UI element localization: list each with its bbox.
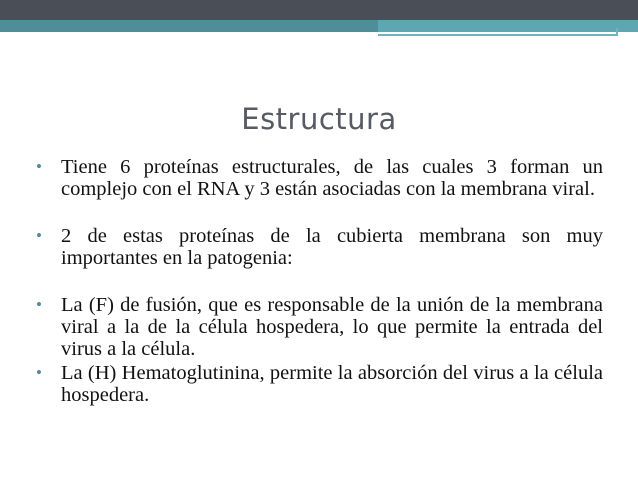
slide-title: Estructura (241, 102, 397, 136)
bullet-text: La (H) Hematoglutinina, permite la absorción del virus a la célula hospedera. (61, 362, 603, 406)
bullet-item (36, 225, 603, 269)
top-dark-band (0, 0, 638, 20)
bullet-list (36, 156, 603, 406)
bullet-dot-icon: • (36, 295, 42, 314)
bullet-text: 2 de estas proteínas de la cubierta membrana son muy importantes en la patogenia: (61, 225, 603, 269)
bullet-item (36, 362, 603, 406)
bullet-item (36, 156, 603, 200)
bullet-dot-icon: • (36, 226, 42, 245)
bullet-dot-icon: • (36, 157, 42, 176)
bullet-text: Tiene 6 proteínas estructurales, de las cuales 3 forman un complejo con el RNA y 3 están asociadas con la membrana viral. (61, 156, 603, 200)
decorative-line (378, 34, 616, 36)
bullet-text: La (F) de fusión, que es responsable de la unión de la membrana viral a la de la célula hospedera, lo que permite la entrada del virus a la célula. (61, 294, 603, 360)
top-teal-band-accent (378, 20, 638, 32)
bullet-item (36, 294, 603, 360)
decorative-line-end (616, 28, 618, 36)
bullet-dot-icon: • (36, 363, 42, 382)
